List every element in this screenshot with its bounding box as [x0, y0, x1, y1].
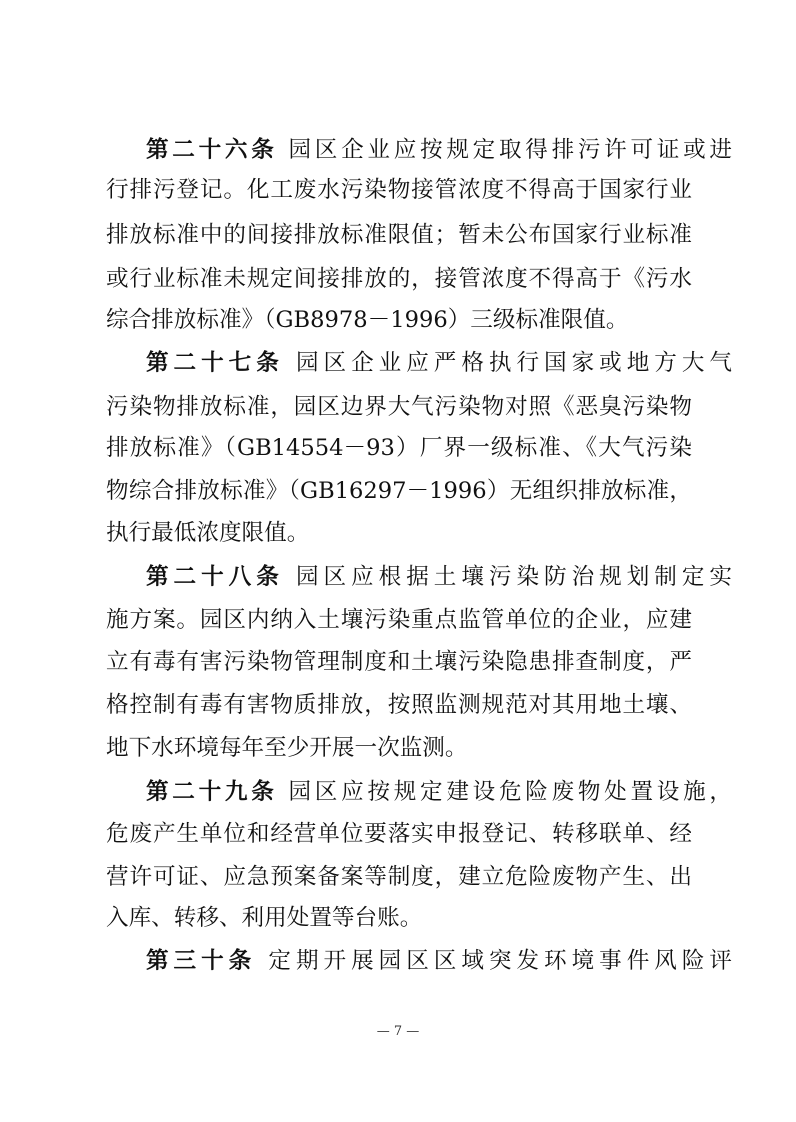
article-29-heading: 第二十九条: [146, 779, 278, 805]
page-number: — 7 —: [376, 1024, 420, 1039]
article-27-line-2: 污染物排放标准，园区边界大气污染物对照《恶臭污染物: [106, 394, 692, 420]
article-29-first-line: [146, 777, 732, 807]
article-29-line-4: 入库、转移、利用处置等台账。: [106, 905, 423, 931]
article-29-text: 园区应按规定建设危险废物处置设施，: [288, 779, 733, 805]
article-29-line-2: 危废产生单位和经营单位要落实申报登记、转移联单、经: [106, 821, 692, 847]
article-28-first-line: [146, 562, 732, 592]
article-28-text: 园区应根据土壤污染防治规划制定实: [295, 564, 732, 590]
article-26-first-line: [146, 135, 732, 165]
article-27-first-line: [146, 348, 732, 378]
article-27-line-3: 排放标准》（GB14554－93）厂界一级标准、《大气污染: [106, 435, 692, 461]
article-30-text: 定期开展园区区域突发环境事件风险评: [268, 948, 732, 974]
article-27-text: 园区企业应严格执行国家或地方大气: [295, 350, 732, 376]
article-28-line-3: 立有毒有害污染物管理制度和土壤污染隐患排查制度，严: [106, 649, 692, 675]
article-26-line-2: 行排污登记。化工废水污染物接管浓度不得高于国家行业: [106, 177, 692, 203]
article-28-line-5: 地下水环境每年至少开展一次监测。: [106, 735, 468, 761]
article-28-line-2: 施方案。园区内纳入土壤污染重点监管单位的企业，应建: [106, 607, 692, 633]
article-30-heading: 第三十条: [146, 948, 257, 974]
article-27-line-5: 执行最低浓度限值。: [106, 520, 310, 546]
article-30-first-line: [146, 946, 732, 976]
article-26-heading: 第二十六条: [146, 137, 278, 163]
article-27-heading: 第二十七条: [146, 350, 284, 376]
article-29-line-3: 营许可证、应急预案备案等制度，建立危险废物产生、出: [106, 864, 692, 890]
article-27-line-4: 物综合排放标准》（GB16297－1996）无组织排放标准，: [106, 478, 692, 504]
article-26-line-5: 综合排放标准》（GB8978－1996）三级标准限值。: [106, 307, 629, 333]
article-28-heading: 第二十八条: [146, 564, 284, 590]
article-28-line-4: 格控制有毒有害物质排放，按照监测规范对其用地土壤、: [106, 692, 692, 718]
article-26-text: 园区企业应按规定取得排污许可证或进: [288, 137, 733, 163]
article-26-line-3: 排放标准中的间接排放标准限值；暂未公布国家行业标准: [106, 222, 692, 248]
article-26-line-4: 或行业标准未规定间接排放的，接管浓度不得高于《污水: [106, 266, 692, 292]
